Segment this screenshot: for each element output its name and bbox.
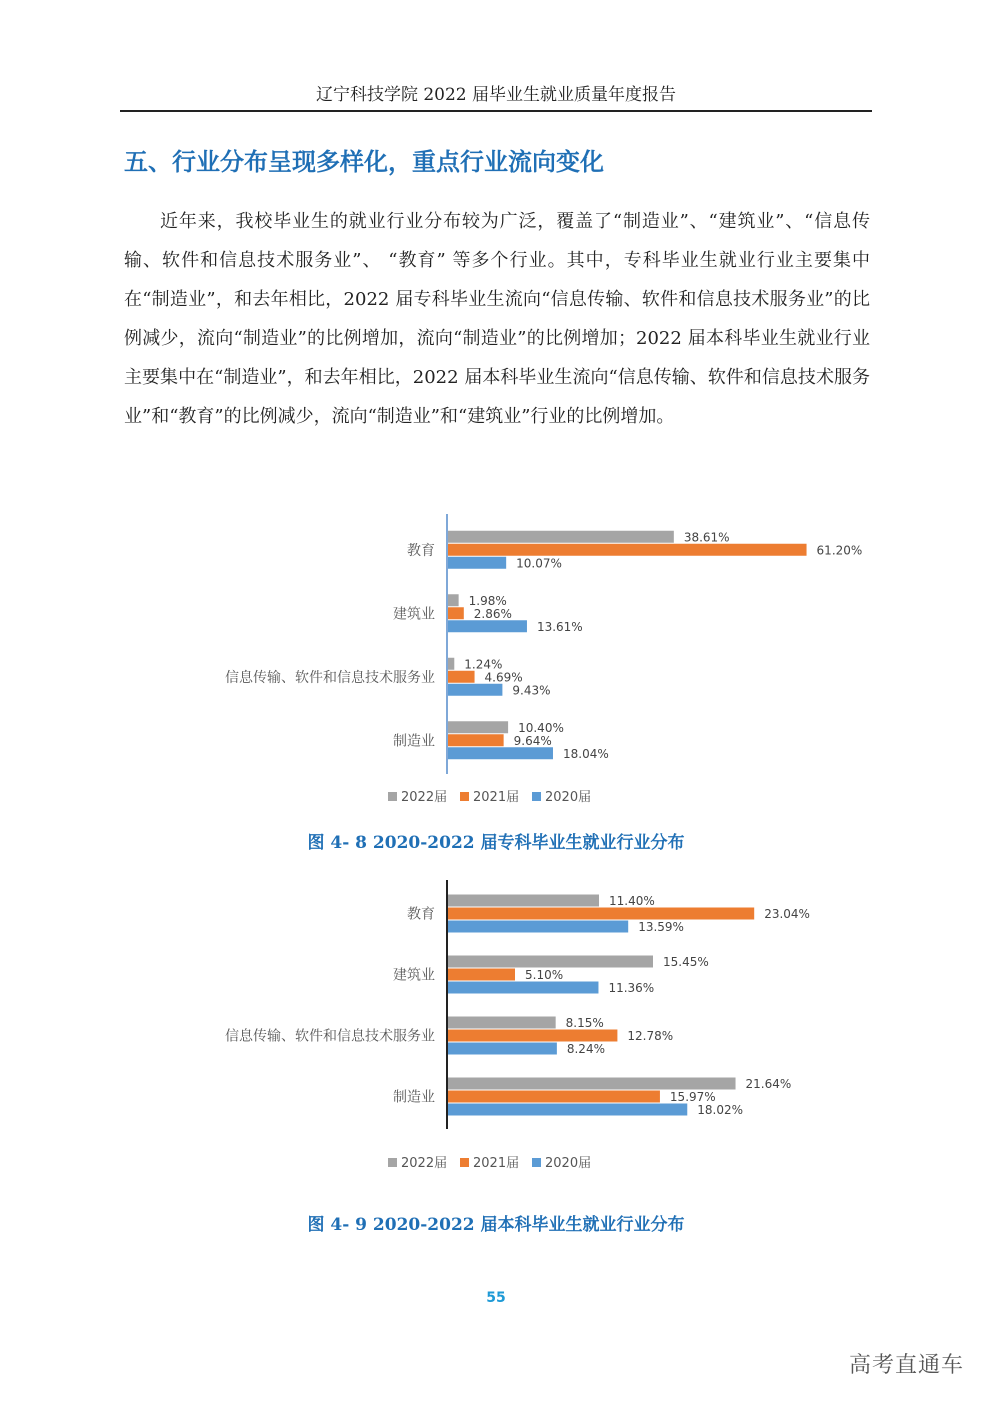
data-label: 15.45% xyxy=(663,955,709,969)
category-label: 教育 xyxy=(407,542,435,559)
bar xyxy=(447,956,653,968)
bar xyxy=(447,982,598,994)
data-label: 23.04% xyxy=(764,907,810,921)
bar xyxy=(447,531,674,543)
data-label: 10.07% xyxy=(516,556,562,571)
watermark: 高考直通车 xyxy=(848,1353,964,1378)
data-label: 15.97% xyxy=(669,1090,716,1104)
bar xyxy=(447,1078,736,1090)
category-label: 信息传输、软件和信息技术服务业 xyxy=(225,1028,435,1045)
legend-swatch xyxy=(388,1158,397,1167)
chart-caption-4-9: 图 4- 9 2020-2022 届本科毕业生就业行业分布 xyxy=(307,1215,685,1235)
bar xyxy=(447,1091,660,1103)
data-label: 1.24% xyxy=(464,657,503,672)
data-label: 11.40% xyxy=(609,894,655,908)
header-divider xyxy=(120,110,872,112)
page-header: 辽宁科技学院 2022 届毕业生就业质量年度报告 xyxy=(315,85,677,105)
bar xyxy=(447,594,459,606)
bar xyxy=(447,544,807,556)
legend-label: 2020届 xyxy=(545,1156,592,1171)
bar xyxy=(447,895,599,907)
bar xyxy=(447,734,504,746)
data-label: 21.64% xyxy=(745,1077,792,1091)
bar xyxy=(447,671,475,683)
chart-undergraduate-industry-distribution xyxy=(0,880,992,1190)
body-text xyxy=(124,202,870,436)
bar xyxy=(447,1030,617,1042)
legend-swatch xyxy=(532,1158,541,1167)
chart-caption-4-8: 图 4- 8 2020-2022 届专科毕业生就业行业分布 xyxy=(307,833,685,853)
bar xyxy=(447,721,508,733)
data-label: 18.02% xyxy=(697,1103,744,1117)
legend-swatch xyxy=(388,792,397,801)
category-label: 建筑业 xyxy=(393,967,435,984)
category-label: 制造业 xyxy=(393,1089,435,1106)
legend-label: 2022届 xyxy=(401,790,448,805)
data-label: 1.98% xyxy=(468,593,507,608)
bar xyxy=(447,747,553,759)
bar xyxy=(447,658,454,670)
bar xyxy=(447,557,506,569)
bar xyxy=(447,1017,556,1029)
data-label: 13.59% xyxy=(638,920,684,934)
bar xyxy=(447,1104,687,1116)
data-label: 11.36% xyxy=(608,981,655,995)
category-label: 信息传输、软件和信息技术服务业 xyxy=(225,669,435,686)
bar xyxy=(447,921,628,933)
legend-label: 2021届 xyxy=(473,790,520,805)
page-number: 55 xyxy=(486,1290,506,1306)
bar xyxy=(447,620,527,632)
category-label: 建筑业 xyxy=(393,606,435,623)
chart-vocational-industry-distribution xyxy=(0,510,992,820)
legend-swatch xyxy=(532,792,541,801)
category-label: 制造业 xyxy=(393,733,435,750)
data-label: 5.10% xyxy=(525,968,564,982)
data-label: 9.64% xyxy=(513,733,552,748)
data-label: 9.43% xyxy=(512,683,551,698)
bar xyxy=(447,684,502,696)
data-label: 38.61% xyxy=(683,530,730,545)
bar xyxy=(447,908,754,920)
bar xyxy=(447,607,464,619)
data-label: 8.15% xyxy=(565,1016,604,1030)
data-label: 10.40% xyxy=(518,720,564,735)
bar xyxy=(447,1043,557,1055)
data-label: 18.04% xyxy=(562,746,609,761)
data-label: 61.20% xyxy=(816,543,863,558)
legend-label: 2022届 xyxy=(401,1156,448,1171)
legend-swatch xyxy=(460,1158,469,1167)
bar xyxy=(447,969,515,981)
legend-label: 2020届 xyxy=(545,790,592,805)
data-label: 12.78% xyxy=(627,1029,674,1043)
data-label: 8.24% xyxy=(566,1042,605,1056)
section-title: 五、行业分布呈现多样化，重点行业流向变化 xyxy=(124,148,604,176)
category-label: 教育 xyxy=(407,906,435,923)
data-label: 4.69% xyxy=(484,670,523,685)
legend-swatch xyxy=(460,792,469,801)
data-label: 13.61% xyxy=(536,619,583,634)
data-label: 2.86% xyxy=(473,606,512,621)
body-paragraph: 近年来，我校毕业生的就业行业分布较为广泛，覆盖了“制造业”、“建筑业”、“信息传输、软件和信息技术服务业”、 “教育” 等多个行业。其中，专科毕业生就业行业主要集中在“制造业”，和去年相比，2022 届专科毕业生流向“信息传输、软件和信息技术服务业”的比例减少，流向“制造业”的比例增加，流向“制造业”的比例增加；2022 届本科毕业生就业行业主要集中在“制造业”，和去年相比，2022 届本科毕业生流向“信息传输、软件和信息技术服务业”和“教育”的比例减少，流向“制造业”和“建筑业”行业的比例增加。 xyxy=(124,211,870,427)
legend-label: 2021届 xyxy=(473,1156,520,1171)
